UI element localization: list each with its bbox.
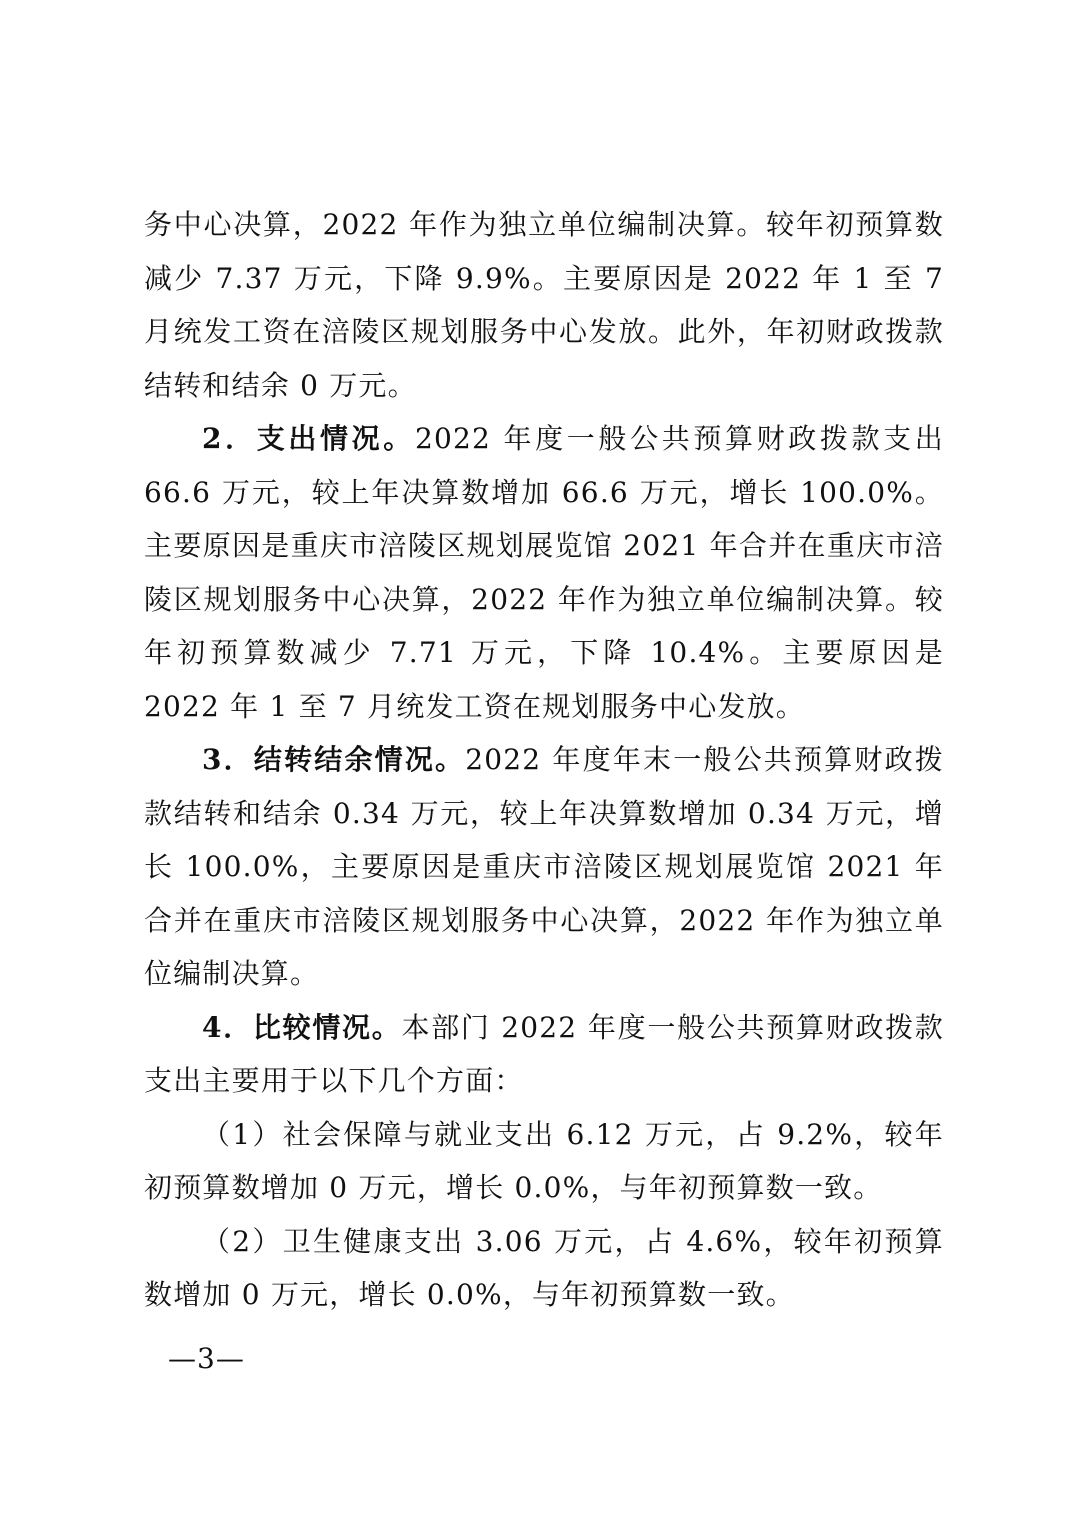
section-heading-expenditure: 2．支出情况。 bbox=[202, 422, 415, 455]
document-body bbox=[144, 198, 944, 1322]
paragraph-expenditure bbox=[144, 412, 944, 733]
paragraph-continuation bbox=[144, 198, 944, 412]
section-heading-comparison: 4．比较情况。 bbox=[202, 1010, 402, 1044]
section-heading-carryover: 3．结转结余情况。 bbox=[202, 743, 466, 776]
paragraph-text: 2022 年度年末一般公共预算财政拨款结转和结余 0.34 万元，较上年决算数增加 0.34 万元，增长 100.0%，主要原因是重庆市涪陵区规划展览馆 2021 年合并在重庆市涪陵区规划服务中心决算，2022 年作为独立单位编制决算。 bbox=[144, 743, 944, 990]
page-number: —3— bbox=[168, 1342, 245, 1375]
paragraph-text: 务中心决算，2022 年作为独立单位编制决算。较年初预算数减少 7.37 万元，下降 9.9%。主要原因是 2022 年 1 至 7 月统发工资在涪陵区规划服务中心发放。此外，年初财政拨款结转和结余 0 万元。 bbox=[144, 208, 944, 402]
paragraph-text: （2）卫生健康支出 3.06 万元，占 4.6%，较年初预算数增加 0 万元，增长 0.0%，与年初预算数一致。 bbox=[144, 1224, 944, 1311]
paragraph-comparison bbox=[144, 1001, 944, 1108]
paragraph-carryover bbox=[144, 733, 944, 1001]
paragraph-item-social-security bbox=[144, 1108, 944, 1215]
paragraph-text: （1）社会保障与就业支出 6.12 万元，占 9.2%，较年初预算数增加 0 万元，增长 0.0%，与年初预算数一致。 bbox=[144, 1117, 944, 1204]
paragraph-text: 2022 年度一般公共预算财政拨款支出 66.6 万元，较上年决算数增加 66.6 万元，增长 100.0%。主要原因是重庆市涪陵区规划展览馆 2021 年合并在重庆市涪陵区规划服务中心决算，2022 年作为独立单位编制决算。较年初预算数减少 7.71 万元，下降 10.4%。主要原因是 2022 年 1 至 7 月统发工资在规划服务中心发放。 bbox=[144, 422, 944, 723]
paragraph-item-health bbox=[144, 1215, 944, 1322]
paragraph-text: 本部门 2022 年度一般公共预算财政拨款支出主要用于以下几个方面： bbox=[144, 1010, 944, 1097]
